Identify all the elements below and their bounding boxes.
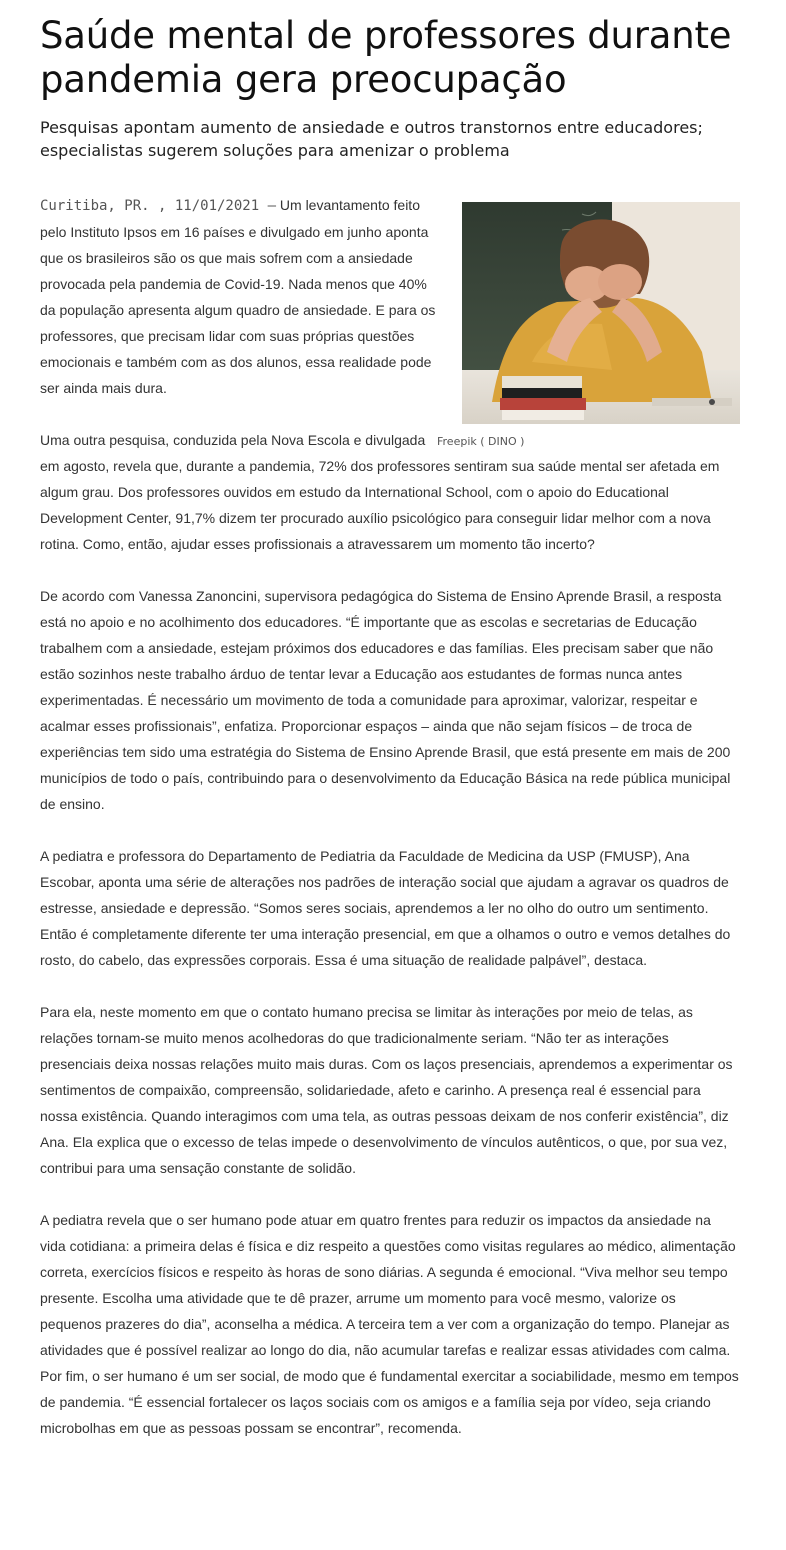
body-paragraph: De acordo com Vanessa Zanoncini, supervisora pedagógica do Sistema de Ensino Aprende Brasil, a resposta está no apoio e no acolhimento dos educadores. “É importante que as escolas e secretarias de Educação trabalhem com a ansiedade, estejam próximos dos educadores e das famílias. Eles precisam saber que não estão sozinhos neste trabalho árduo de tentar levar a Educação aos estudantes de formas nunca antes experimentadas. É necessário um movimento de toda a comunidade para aproximar, valorizar, respeitar e acalmar esses profissionais”, enfatiza. Proporcionar espaços – ainda que não sejam físicos – de troca de experiências tem sido uma estratégia do Sistema de Ensino Aprende Brasil, que está presente em mais de 200 municípios de todo o país, contribuindo para o desenvolvimento da Educação Básica na rede pública municipal de ensino. <box>40 588 731 812</box>
article <box>40 0 740 1467</box>
body-paragraph: A pediatra revela que o ser humano pode atuar em quatro frentes para reduzir os impactos da ansiedade na vida cotidiana: a primeira delas é física e diz respeito a questões como visitas regulares ao médico, alimentação correta, exercícios físicos e respeito às horas de sono diárias. A segunda é emocional. “Viva melhor seu tempo presente. Escolha uma atividade que te dê prazer, arrume um momento para você mesmo, valorize os pequenos prazeres do dia”, aconselha a médica. A terceira tem a ver com a organização do tempo. Planejar as atividades que é possível realizar ao longo do dia, não acumular tarefas e realizar essas atividades com calma. Por fim, o ser humano é um ser social, de modo que é fundamental exercitar a sociabilidade, mesmo em tempos de pandemia. “É essencial fortalecer os laços sociais com os amigos e a família seja por vídeo, seja criando microbolhas em que as pessoas possam se encontrar”, recomenda. <box>40 1212 739 1436</box>
article-figure <box>437 202 740 449</box>
body-paragraph: Uma outra pesquisa, conduzida pela Nova Escola e divulgada em agosto, revela que, durante a pandemia, 72% dos professores sentiram sua saúde mental ser afetada em algum grau. Dos professores ouvidos em estudo da International School, com o apoio do Educational Development Center, 91,7% dizem ter procurado auxílio psicológico para conseguir lidar melhor com a nova rotina. Como, então, ajudar esses profissionais a atravessarem um momento tão incerto? <box>40 432 720 552</box>
dateline: Curitiba, PR. , 11/01/2021 – <box>40 198 277 214</box>
lead-text: Um levantamento feito pelo Instituto Ipsos em 16 países e divulgado em junho aponta que os brasileiros são os que mais sofrem com a ansiedade provocada pela pandemia de Covid-19. Nada menos que 40% da população apresenta algum quadro de ansiedade. E para os professores, que precisam lidar com suas próprias questões emocionais e também com as dos alunos, essa realidade pode ser ainda mais dura. <box>40 197 436 396</box>
body-paragraph: Para ela, neste momento em que o contato humano precisa se limitar às interações por meio de telas, as relações tornam-se muito menos acolhedoras do que tradicionalmente seriam. “Não ter as interações presenciais deixa nossas relações muito mais duras. Com os laços presenciais, aprendemos a experimentar os sentimentos de compaixão, compreensão, solidariedade, afeto e carinho. A presença real é essencial para nossa existência. Quando interagimos com uma tela, as outras pessoas deixam de nos conferir existência”, diz Ana. Ela explica que o excesso de telas impede o desenvolvimento de vínculos autênticos, o que, por sua vez, contribui para uma sensação constante de solidão. <box>40 1004 733 1176</box>
article-body <box>40 192 740 1441</box>
body-paragraph: A pediatra e professora do Departamento de Pediatria da Faculdade de Medicina da USP (FMUSP), Ana Escobar, aponta uma série de alterações nos padrões de interação social que ajudam a agravar os quadros de estresse, ansiedade e depressão. “Somos seres sociais, aprendemos a ler no olho do outro um sentimento. Então é completamente diferente ter uma interação presencial, em que a olhamos o outro e vemos detalhes do rosto, do cabelo, das expressões corporais. Essa é uma situação de realidade palpável”, destaca. <box>40 848 731 968</box>
article-title: Saúde mental de professores durante pandemia gera preocupação <box>40 14 732 101</box>
article-subtitle: Pesquisas apontam aumento de ansiedade e outros transtornos entre educadores; especialistas sugerem soluções para amenizar o problema <box>40 118 703 160</box>
image-caption: Freepik ( DINO ) <box>437 435 525 448</box>
article-photo <box>462 202 740 424</box>
